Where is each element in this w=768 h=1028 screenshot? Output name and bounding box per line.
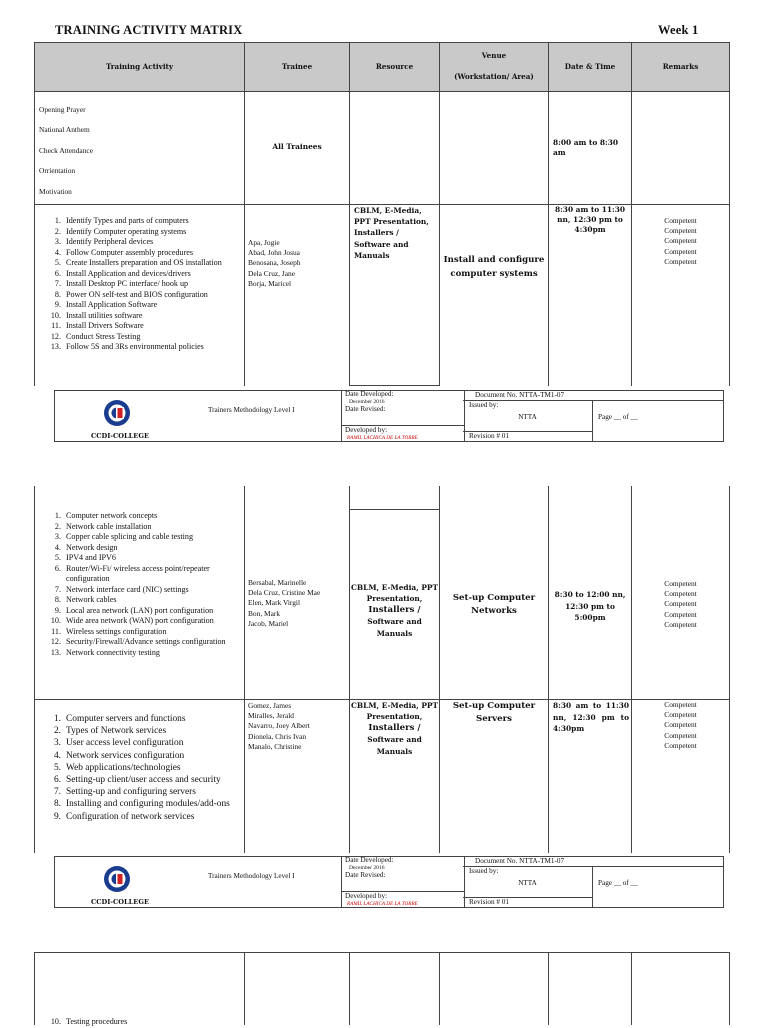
- trainee-name: Manalo, Christine: [248, 741, 302, 751]
- resource-3: CBLM, E-Media, PPT Presentation, Installers / Software and Manuals: [351, 701, 438, 756]
- page-number: Page __ of __: [598, 879, 638, 887]
- issued-by-label: Issued by:: [469, 867, 499, 875]
- list-item: 4. Follow Computer assembly procedures: [54, 247, 194, 257]
- trainee-all: All Trainees: [272, 142, 322, 151]
- developer-name: RAMIL LACHICA DE LA TORRE: [347, 901, 418, 907]
- header-venue-line1: Venue: [481, 51, 507, 61]
- remark: Competent: [664, 216, 697, 225]
- list-item: 6. Install Application and devices/drivers: [54, 268, 191, 278]
- list-item: 10. Install utilities software: [50, 310, 143, 320]
- list-item: Check Attendance: [39, 145, 93, 155]
- activity-table-1: [34, 42, 730, 386]
- activity-list-servers: [39, 713, 242, 823]
- list-item: 2. Network cable installation: [54, 521, 152, 531]
- list-item: 12. Conduct Stress Testing: [50, 331, 141, 341]
- date-developed: December 2016: [349, 398, 385, 405]
- remark: Competent: [664, 236, 697, 246]
- week-label: Week 1: [658, 23, 699, 37]
- trainee-name: Miralles, Jerald: [248, 711, 294, 721]
- list-item: 11. Install Drivers Software: [51, 321, 144, 330]
- list-item: 10. Wide area network (WAN) port configuration: [50, 616, 214, 625]
- remark: Competent: [664, 599, 697, 609]
- course-title: Trainers Methodology Level I: [208, 872, 295, 880]
- list-item: 3. User access level configuration: [53, 738, 184, 749]
- list-item: Motivation: [39, 186, 72, 196]
- trainee-name: Elen, Mark Virgil: [248, 598, 301, 608]
- course-title: Trainers Methodology Level I: [208, 406, 295, 414]
- list-item: 5. IPV4 and IPV6: [54, 553, 116, 562]
- trainee-list-2: [248, 578, 348, 629]
- trainee-name: Dionela, Chris Ivan: [248, 731, 307, 741]
- header-remarks: Remarks: [662, 61, 699, 71]
- ccdi-logo-icon: [102, 864, 132, 894]
- venue-3: Set-up Computer Servers: [452, 701, 536, 724]
- date-revised-label: Date Revised:: [345, 404, 386, 413]
- developed-by-label: Developed by:: [342, 891, 464, 901]
- revision-number: Revision # 01: [463, 897, 592, 907]
- activity-table-3: [34, 952, 730, 1025]
- page-number: Page __ of __: [598, 413, 638, 421]
- trainee-name: Bersabal, Marinelle: [248, 578, 307, 587]
- list-item: Orrientation: [39, 166, 76, 176]
- issued-block: [463, 401, 593, 441]
- list-item: 8. Network cables: [54, 595, 117, 604]
- issuer: NTTA: [518, 413, 537, 421]
- activity-list-computer-systems: [39, 216, 242, 353]
- header-training-activity: Training Activity: [105, 61, 174, 71]
- ccdi-logo-icon: [102, 398, 132, 428]
- date-developed-label: Date Developed:: [345, 856, 394, 864]
- activity-list-continued: [39, 1017, 242, 1028]
- list-item: 13. Follow 5S and 3Rs environmental policies: [50, 342, 204, 351]
- remark: Competent: [664, 256, 697, 266]
- school-name: CCDI-COLLEGE: [91, 898, 149, 906]
- list-item: 9. Local area network (LAN) port configuration: [54, 605, 214, 615]
- list-item: 7. Setting-up and configuring servers: [53, 787, 196, 798]
- list-item: 12. Security/Firewall/Advance settings configuration: [50, 637, 226, 646]
- page-title: TRAINING ACTIVITY MATRIX: [55, 23, 243, 37]
- list-item: 9. Configuration of network services: [53, 811, 195, 822]
- list-item: 3. Identify Peripheral devices: [54, 237, 154, 246]
- trainee-name: Dela Cruz, Cristine Mae: [248, 588, 321, 598]
- list-item: 6. Router/Wi-Fi/ wireless access point/repeater configuration: [54, 563, 210, 583]
- trainee-name: Gomez, James: [248, 701, 292, 710]
- list-item: 6. Setting-up client/user access and security: [53, 775, 221, 786]
- document-number: Document No. NTTA-TM1-07: [463, 391, 723, 401]
- list-item: 7. Network interface card (NIC) settings: [54, 584, 189, 594]
- list-item: 9. Install Application Software: [54, 300, 158, 309]
- date-block: [341, 857, 465, 907]
- venue-1: Install and configure computer systems: [443, 255, 545, 279]
- school-name: CCDI-COLLEGE: [91, 432, 149, 440]
- trainee-name: Bon, Mark: [248, 608, 281, 618]
- date-revised-label: Date Revised:: [345, 870, 386, 879]
- list-item: 10. Testing procedures: [50, 1017, 128, 1026]
- date-time-opening: 8:00 am to 8:30 am: [553, 138, 618, 158]
- remark: Competent: [664, 579, 697, 588]
- remarks-3: [632, 700, 729, 751]
- header-trainee: Trainee: [281, 61, 313, 71]
- document-number: Document No. NTTA-TM1-07: [463, 857, 723, 867]
- date-time-1: 8:30 am to 11:30 nn, 12:30 pm to 4:30pm: [554, 205, 626, 235]
- remarks-2: [632, 579, 729, 630]
- date-developed: December 2016: [349, 864, 385, 871]
- list-item: Opening Prayer: [39, 105, 86, 114]
- trainee-name: Apa, Jogie: [248, 238, 280, 247]
- date-time-3: 8:30 am to 11:30 nn, 12:30 pm to 4:30pm: [553, 701, 629, 734]
- remarks-1: [632, 216, 729, 267]
- remark: Competent: [664, 609, 697, 619]
- trainee-name: Dela Cruz, Jane: [248, 268, 295, 278]
- document-footer-1: [54, 390, 724, 442]
- remark: Competent: [664, 619, 697, 629]
- remark: Competent: [664, 710, 697, 720]
- list-item: 13. Network connectivity testing: [50, 647, 160, 657]
- date-time-2: 8:30 to 12:00 nn, 12:30 pm to 5:00pm: [554, 590, 626, 623]
- list-item: 4. Network services configuration: [53, 750, 185, 761]
- list-item: 8. Installing and configuring modules/add-ons: [53, 799, 230, 810]
- list-item: 1. Computer network concepts: [54, 511, 158, 520]
- trainee-name: Borja, Maricel: [248, 278, 292, 288]
- remark: Competent: [664, 740, 697, 750]
- resource-1: CBLM, E-Media, PPT Presentation, Installers / Software and Manuals: [354, 206, 429, 260]
- list-item: National Anthem: [39, 125, 90, 135]
- trainee-name: Navarro, Joey Albert: [248, 721, 310, 731]
- issuer: NTTA: [518, 879, 537, 887]
- activity-table-2: [34, 486, 730, 853]
- list-item: 1. Identify Types and parts of computers: [54, 216, 189, 225]
- list-item: 5. Web applications/technologies: [53, 762, 181, 773]
- issued-by-label: Issued by:: [469, 401, 499, 409]
- remark: Competent: [664, 730, 697, 740]
- list-item: 5. Create Installers preparation and OS installation: [54, 258, 222, 267]
- table-header: [35, 42, 729, 92]
- list-item: 2. Identify Computer operating systems: [54, 226, 187, 236]
- list-item: 7. Install Desktop PC interface/ hook up: [54, 279, 189, 288]
- trainee-name: Jacob, Mariel: [248, 618, 289, 628]
- list-item: 3. Copper cable splicing and cable testing: [54, 532, 193, 541]
- developed-by-label: Developed by:: [342, 425, 464, 435]
- venue-2: Set-up Computer Networks: [452, 593, 536, 616]
- document-footer-2: [54, 856, 724, 908]
- trainee-name: Abad, John Josua: [248, 248, 300, 258]
- remark: Competent: [664, 246, 697, 256]
- date-developed-label: Date Developed:: [345, 390, 394, 398]
- header-venue-line2: (Workstation/ Area): [454, 72, 534, 81]
- header-resource: Resource: [375, 61, 414, 71]
- trainee-name: Benosana, Joseph: [248, 258, 301, 268]
- header-date-time: Date & Time: [564, 61, 616, 71]
- resource-2: CBLM, E-Media, PPT Presentation, Installers / Software and Manuals: [351, 583, 438, 638]
- remark: Competent: [664, 720, 697, 730]
- developer-name: RAMIL LACHICA DE LA TORRE: [347, 435, 418, 441]
- trainee-list-3: [248, 701, 348, 752]
- list-item: 4. Network design: [54, 542, 118, 552]
- trainee-list-1: [248, 238, 348, 289]
- date-block: [341, 391, 465, 441]
- remark: Competent: [664, 589, 697, 599]
- list-item: 8. Power ON self-test and BIOS configuration: [54, 289, 208, 299]
- list-item: 2. Types of Network services: [53, 726, 167, 737]
- activity-list-networks: [39, 511, 242, 658]
- opening-activities: [39, 100, 239, 202]
- revision-number: Revision # 01: [463, 431, 592, 441]
- remark: Competent: [664, 226, 697, 236]
- remark: Competent: [664, 700, 697, 709]
- header-venue: [440, 43, 548, 91]
- issued-block: [463, 867, 593, 907]
- list-item: 1. Computer servers and functions: [53, 714, 186, 724]
- list-item: 11. Wireless settings configuration: [51, 626, 167, 636]
